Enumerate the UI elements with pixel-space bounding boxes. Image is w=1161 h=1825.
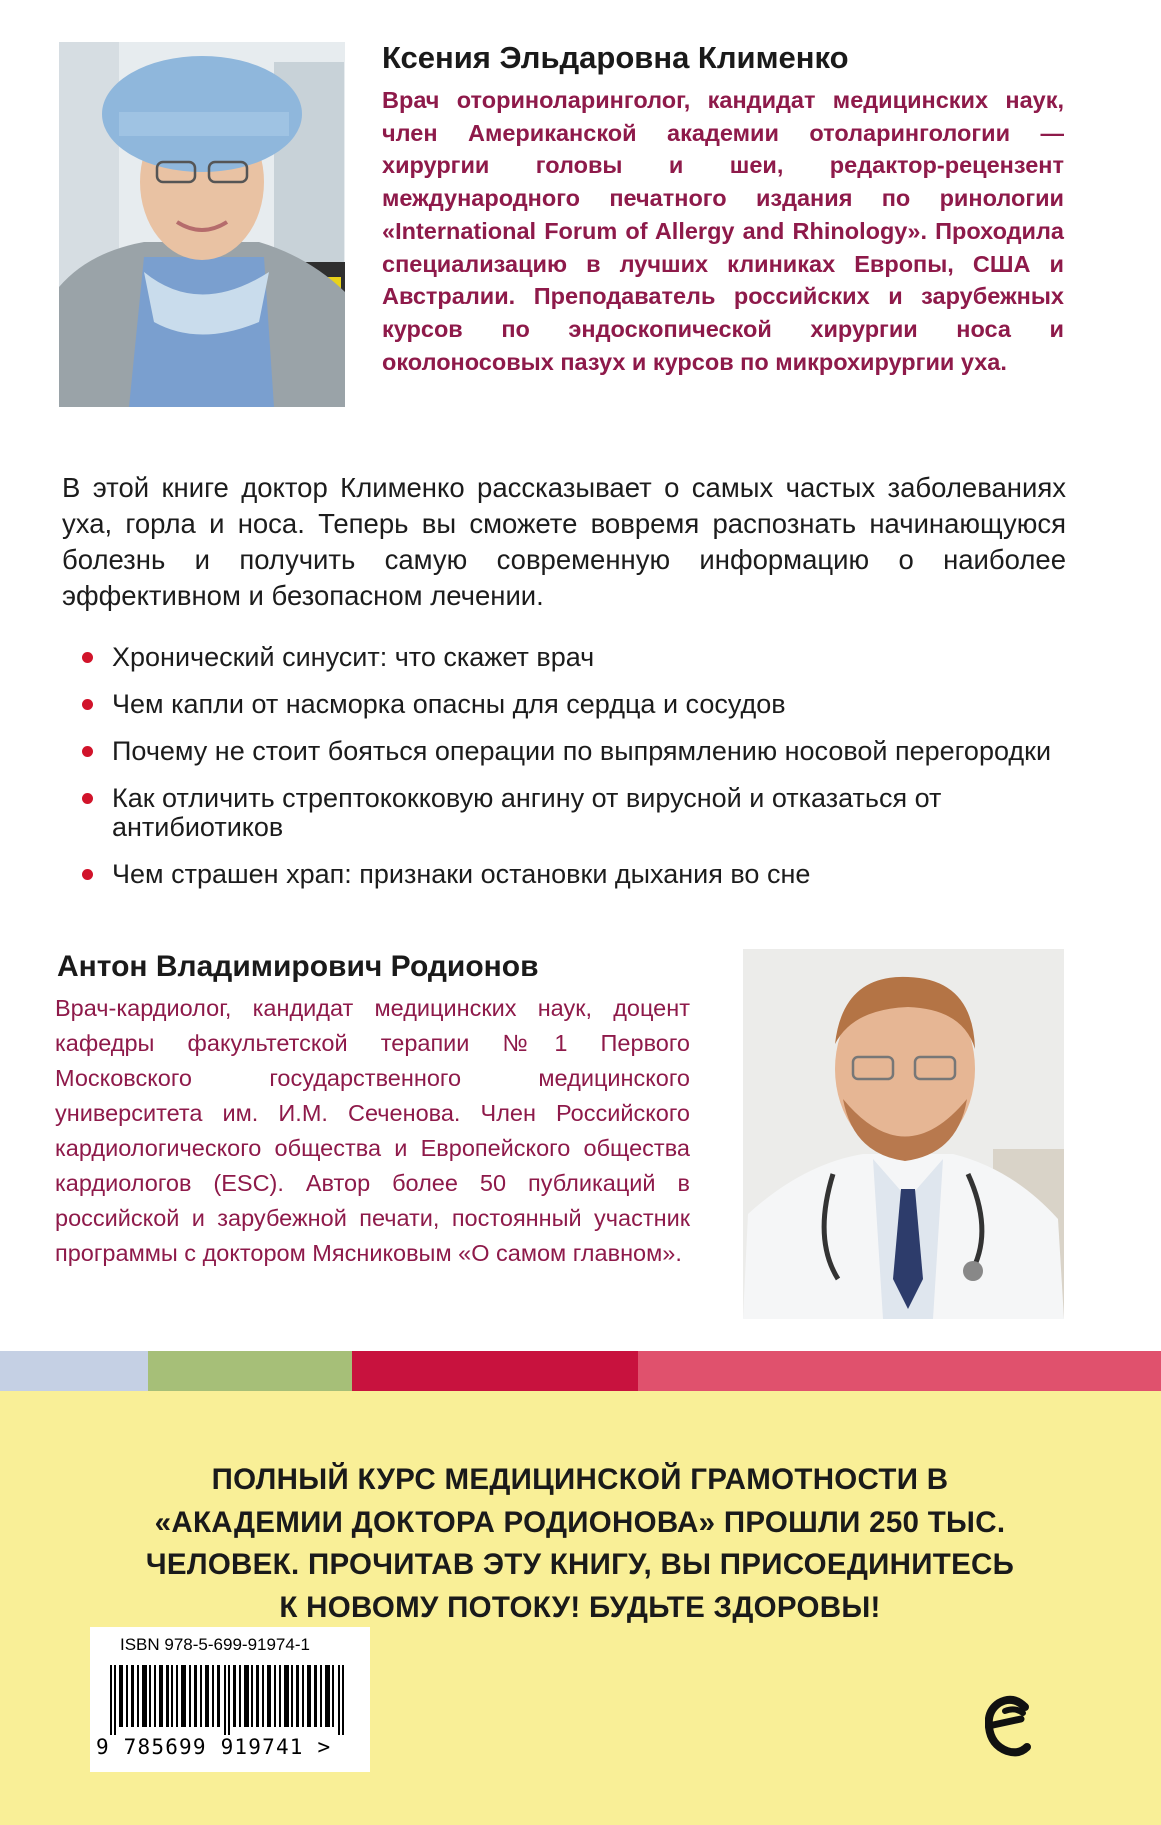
stripe-blue [0, 1351, 148, 1391]
isbn-box [90, 1627, 370, 1772]
eksmo-logo-icon [985, 1693, 1033, 1757]
author1-bio: Врач оториноларинголог, кандидат медицинских наук, член Американской академии отоларингологии — хирургии головы и шеи, редактор-рецензент международного печатного издания по ринологии «International Forum of Allergy and Rhinology». Проходила специализацию в лучших клиниках Европы, США и Австралии. Преподаватель российских и зарубежных курсов по эндоскопической хирургии носа и околоносовых пазух и курсов по микрохирургии уха. [382, 87, 1064, 375]
barcode-digits: 9 785699 919741 > [96, 1735, 332, 1759]
list-item: Почему не стоит бояться операции по выпрямлению носовой перегородки [62, 737, 1072, 766]
bullet-icon [82, 869, 93, 880]
author2-photo [743, 949, 1064, 1319]
bullet-icon [82, 746, 93, 757]
promo-text: ПОЛНЫЙ КУРС МЕДИЦИНСКОЙ ГРАМОТНОСТИ В «АКАДЕМИИ ДОКТОРА РОДИОНОВА» ПРОШЛИ 250 ТЫС. ЧЕЛОВЕК. ПРОЧИТАВ ЭТУ КНИГУ, ВЫ ПРИСОЕДИНИТЕСЬ К НОВОМУ ПОТОКУ! БУДЬТЕ ЗДОРОВЫ! [145, 1463, 1015, 1624]
stripe-pink [638, 1351, 1161, 1391]
barcode-icon [98, 1665, 362, 1735]
list-item: Как отличить стрептококковую ангину от вирусной и отказаться от антибиотиков [62, 784, 1072, 842]
author1-photo [59, 42, 345, 407]
bullet-icon [82, 793, 93, 804]
list-item: Чем страшен храп: признаки остановки дыхания во сне [62, 860, 1072, 889]
topic-list [62, 643, 1072, 907]
author2-name: Антон Владимирович Родионов [57, 950, 539, 983]
intro-paragraph: В этой книге доктор Клименко рассказывает о самых частых заболеваниях уха, горла и носа. Теперь вы сможете вовремя распознать начинающуюся болезнь и получить самую современную информацию о наиболее эффективном и безопасном лечении. [62, 472, 1066, 611]
list-item: Чем капли от насморка опасны для сердца и сосудов [62, 690, 1072, 719]
stripe-crimson [352, 1351, 638, 1391]
author2-bio: Врач-кардиолог, кандидат медицинских наук, доцент кафедры факультетской терапии №1 Первого Московского государственного медицинского университета им. И.М. Сеченова. Член Российского кардиологического общества и Европейского общества кардиологов (ESC). Автор более 50 публикаций в российской и зарубежной печати, постоянный участник программы с доктором Мясниковым «О самом главном». [55, 995, 690, 1266]
stripe-green [148, 1351, 352, 1391]
isbn-label: ISBN 978-5-699-91974-1 [120, 1635, 310, 1654]
author1-name: Ксения Эльдаровна Клименко [382, 40, 849, 75]
bullet-icon [82, 652, 93, 663]
list-item: Хронический синусит: что скажет врач [62, 643, 1072, 672]
bullet-icon [82, 699, 93, 710]
